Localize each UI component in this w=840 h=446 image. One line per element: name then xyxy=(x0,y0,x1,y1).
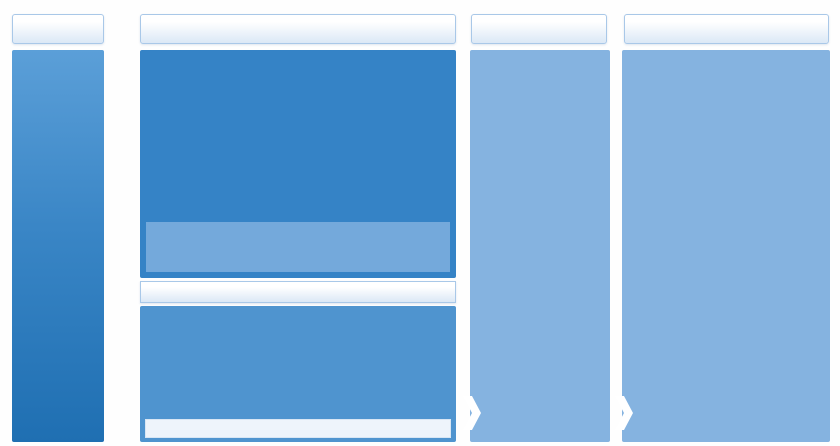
tech-subpanels xyxy=(146,56,450,216)
data-middle-columns xyxy=(145,311,451,415)
business-platform-column xyxy=(470,50,610,442)
data-middle-platform-band xyxy=(140,281,456,303)
data-middle-left xyxy=(145,311,319,415)
header-business-platform xyxy=(471,14,607,44)
etl-panel xyxy=(146,222,450,272)
data-middle-container xyxy=(140,306,456,442)
data-apps-column xyxy=(622,50,830,442)
etl-panel-label xyxy=(151,250,445,268)
data-middle-right xyxy=(325,311,451,415)
data-source-column xyxy=(12,50,104,442)
header-data-source xyxy=(12,14,104,44)
ods-dw-datamart-bar xyxy=(145,419,451,438)
header-data-apps xyxy=(624,14,829,44)
header-tech-platform xyxy=(140,14,456,44)
tech-platform-container xyxy=(140,50,456,278)
etl-items-row xyxy=(151,226,445,248)
